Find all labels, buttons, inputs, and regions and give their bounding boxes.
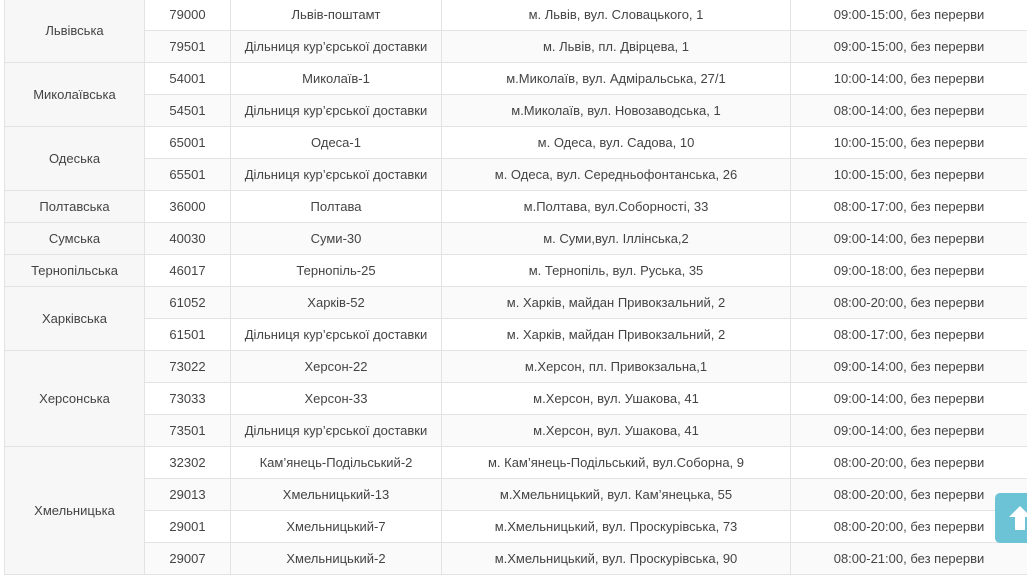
office-name-cell: Херсон-22 <box>231 351 442 383</box>
office-address-cell: м. Харків, майдан Привокзальний, 2 <box>442 319 791 351</box>
office-name-cell: Харків-52 <box>231 287 442 319</box>
office-hours-cell: 09:00-15:00, без перерви <box>791 0 1027 31</box>
office-name-cell: Полтава <box>231 191 442 223</box>
office-name-cell: Дільниця кур’єрської доставки <box>231 159 442 191</box>
office-name-cell: Дільниця кур’єрської доставки <box>231 31 442 63</box>
table-row <box>5 63 1027 95</box>
table-row <box>5 191 1027 223</box>
table-row <box>5 95 1027 127</box>
office-name-cell: Дільниця кур’єрської доставки <box>231 95 442 127</box>
office-name-cell: Миколаїв-1 <box>231 63 442 95</box>
region-name-cell: Харківська <box>5 287 145 351</box>
table-row <box>5 127 1027 159</box>
postal-index-cell: 29001 <box>145 511 231 543</box>
office-address-cell: м. Кам’янець-Подільський, вул.Соборна, 9 <box>442 447 791 479</box>
region-name-cell: Одеська <box>5 127 145 191</box>
table-row <box>5 223 1027 255</box>
region-name-cell: Хмельницька <box>5 447 145 575</box>
office-hours-cell: 08:00-20:00, без перерви <box>791 511 1027 543</box>
region-name-cell: Львівська <box>5 0 145 63</box>
post-offices-table <box>4 0 1027 575</box>
postal-index-cell: 79501 <box>145 31 231 63</box>
office-name-cell: Дільниця кур’єрської доставки <box>231 319 442 351</box>
postal-index-cell: 29013 <box>145 479 231 511</box>
office-hours-cell: 08:00-17:00, без перерви <box>791 191 1027 223</box>
region-name-cell: Миколаївська <box>5 63 145 127</box>
postal-index-cell: 32302 <box>145 447 231 479</box>
table-row <box>5 159 1027 191</box>
postal-index-cell: 73033 <box>145 383 231 415</box>
office-address-cell: м.Хмельницький, вул. Кам’янецька, 55 <box>442 479 791 511</box>
office-name-cell: Кам’янець-Подільський-2 <box>231 447 442 479</box>
office-name-cell: Суми-30 <box>231 223 442 255</box>
office-hours-cell: 10:00-15:00, без перерви <box>791 159 1027 191</box>
table-row <box>5 511 1027 543</box>
office-address-cell: м.Херсон, пл. Привокзальна,1 <box>442 351 791 383</box>
office-name-cell: Хмельницький-7 <box>231 511 442 543</box>
office-hours-cell: 09:00-14:00, без перерви <box>791 223 1027 255</box>
region-name-cell: Херсонська <box>5 351 145 447</box>
table-row <box>5 479 1027 511</box>
office-address-cell: м. Харків, майдан Привокзальний, 2 <box>442 287 791 319</box>
office-name-cell: Хмельницький-13 <box>231 479 442 511</box>
office-hours-cell: 08:00-20:00, без перерви <box>791 479 1027 511</box>
arrow-up-icon <box>1007 504 1027 532</box>
office-hours-cell: 10:00-15:00, без перерви <box>791 127 1027 159</box>
table-row <box>5 415 1027 447</box>
region-name-cell: Тернопільська <box>5 255 145 287</box>
office-address-cell: м. Одеса, вул. Садова, 10 <box>442 127 791 159</box>
office-name-cell: Тернопіль-25 <box>231 255 442 287</box>
office-address-cell: м. Тернопіль, вул. Руська, 35 <box>442 255 791 287</box>
office-name-cell: Дільниця кур’єрської доставки <box>231 415 442 447</box>
office-address-cell: м.Хмельницький, вул. Проскурівська, 73 <box>442 511 791 543</box>
office-hours-cell: 08:00-14:00, без перерви <box>791 95 1027 127</box>
office-hours-cell: 08:00-17:00, без перерви <box>791 319 1027 351</box>
postal-index-cell: 73501 <box>145 415 231 447</box>
postal-index-cell: 65001 <box>145 127 231 159</box>
postal-index-cell: 54001 <box>145 63 231 95</box>
table-row <box>5 383 1027 415</box>
table-row <box>5 447 1027 479</box>
table-row <box>5 351 1027 383</box>
office-address-cell: м.Миколаїв, вул. Новозаводська, 1 <box>442 95 791 127</box>
postal-index-cell: 54501 <box>145 95 231 127</box>
office-hours-cell: 09:00-15:00, без перерви <box>791 31 1027 63</box>
table-row <box>5 0 1027 31</box>
office-address-cell: м. Львів, вул. Словацького, 1 <box>442 0 791 31</box>
postal-index-cell: 61052 <box>145 287 231 319</box>
postal-index-cell: 40030 <box>145 223 231 255</box>
postal-index-cell: 46017 <box>145 255 231 287</box>
office-name-cell: Одеса-1 <box>231 127 442 159</box>
region-name-cell: Сумська <box>5 223 145 255</box>
table-row <box>5 543 1027 575</box>
postal-index-cell: 36000 <box>145 191 231 223</box>
office-hours-cell: 09:00-14:00, без перерви <box>791 415 1027 447</box>
office-hours-cell: 09:00-14:00, без перерви <box>791 383 1027 415</box>
office-address-cell: м.Полтава, вул.Соборності, 33 <box>442 191 791 223</box>
office-hours-cell: 10:00-14:00, без перерви <box>791 63 1027 95</box>
office-hours-cell: 08:00-20:00, без перерви <box>791 447 1027 479</box>
table-row <box>5 255 1027 287</box>
office-address-cell: м. Одеса, вул. Середньофонтанська, 26 <box>442 159 791 191</box>
table-row <box>5 31 1027 63</box>
office-address-cell: м. Суми,вул. Іллінська,2 <box>442 223 791 255</box>
office-address-cell: м.Миколаїв, вул. Адміральська, 27/1 <box>442 63 791 95</box>
postal-index-cell: 29007 <box>145 543 231 575</box>
postal-index-cell: 61501 <box>145 319 231 351</box>
office-hours-cell: 08:00-21:00, без перерви <box>791 543 1027 575</box>
office-name-cell: Хмельницький-2 <box>231 543 442 575</box>
office-address-cell: м.Херсон, вул. Ушакова, 41 <box>442 383 791 415</box>
office-hours-cell: 09:00-14:00, без перерви <box>791 351 1027 383</box>
office-hours-cell: 09:00-18:00, без перерви <box>791 255 1027 287</box>
office-name-cell: Львів-поштамт <box>231 0 442 31</box>
region-name-cell: Полтавська <box>5 191 145 223</box>
postal-index-cell: 73022 <box>145 351 231 383</box>
offices-table-body <box>5 0 1027 575</box>
office-address-cell: м.Хмельницький, вул. Проскурівська, 90 <box>442 543 791 575</box>
postal-index-cell: 79000 <box>145 0 231 31</box>
scroll-to-top-button[interactable] <box>995 493 1027 543</box>
office-name-cell: Херсон-33 <box>231 383 442 415</box>
table-row <box>5 287 1027 319</box>
table-row <box>5 319 1027 351</box>
postal-index-cell: 65501 <box>145 159 231 191</box>
office-address-cell: м. Львів, пл. Двірцева, 1 <box>442 31 791 63</box>
office-address-cell: м.Херсон, вул. Ушакова, 41 <box>442 415 791 447</box>
office-hours-cell: 08:00-20:00, без перерви <box>791 287 1027 319</box>
